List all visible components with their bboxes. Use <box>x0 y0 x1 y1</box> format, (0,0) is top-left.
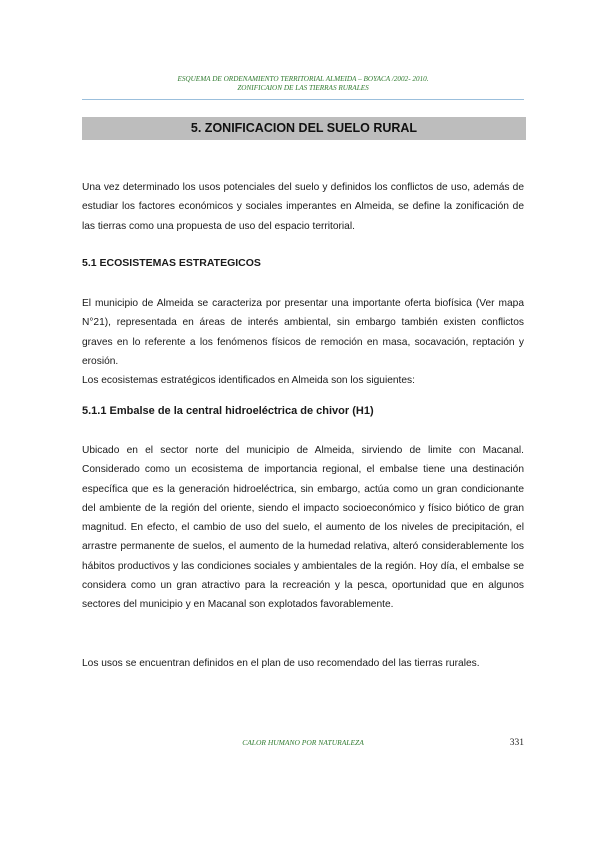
chapter-title: 5. ZONIFICACION DEL SUELO RURAL <box>82 117 526 140</box>
page-footer <box>82 738 524 750</box>
section-heading-5-1: 5.1 ECOSISTEMAS ESTRATEGICOS <box>82 257 261 269</box>
header-line-1: ESQUEMA DE ORDENAMIENTO TERRITORIAL ALMEIDA – BOYACA /2002- 2010. <box>177 75 429 83</box>
section-5-1-1-paragraph-2: Los usos se encuentran definidos en el plan de uso recomendado del las tierras rurales. <box>82 658 480 669</box>
header-line-2: ZONIFICAION DE LAS TIERRAS RURALES <box>237 84 369 92</box>
section-heading-5-1-1: 5.1.1 Embalse de la central hidroeléctrica de chivor (H1) <box>82 405 374 417</box>
intro-paragraph: Una vez determinado los usos potenciales del suelo y definidos los conflictos de uso, además de estudiar los factores económicos y sociales imperantes en Almeida, se define la zonificación de las tierras como una propuesta de uso del espacio territorial. <box>82 182 524 232</box>
section-5-1-paragraph-1: El municipio de Almeida se caracteriza por presentar una importante oferta biofísica (Ver mapa N°21), representada en áreas de interés ambiental, sin embargo también existen conflictos graves en lo referente a los fenómenos físicos de remoción en masa, socavación, reptación y erosión. <box>82 298 524 367</box>
page-number: 331 <box>509 738 524 748</box>
header-divider <box>82 99 524 100</box>
page-header <box>82 75 524 93</box>
section-5-1-1-paragraph-1: Ubicado en el sector norte del municipio de Almeida, sirviendo de limite con Macanal. Considerado como un ecosistema de importancia regional, el embalse tiene una destinación específica que es la generación hidroeléctrica, sin embargo, actúa como un gran condicionante del ambiente de la región del oriente, siendo el impacto socioeconómico y físico biótico de gran magnitud. En efecto, el cambio de uso del suelo, el aumento de los niveles de precipitación, el arrastre permanente de suelos, el aumento de la humedad relativa, alteró considerablemente los hábitos productivos y las condiciones sociales y ambientales de la región. Hoy día, el embalse se considera como un gran atractivo para la recreación y la pesca, oportunidad que en algunos sectores del municipio y en Macanal son explotados favorablemente. <box>82 445 524 611</box>
footer-slogan: CALOR HUMANO POR NATURALEZA <box>242 738 364 747</box>
section-5-1-paragraph-2: Los ecosistemas estratégicos identificados en Almeida son los siguientes: <box>82 375 415 386</box>
